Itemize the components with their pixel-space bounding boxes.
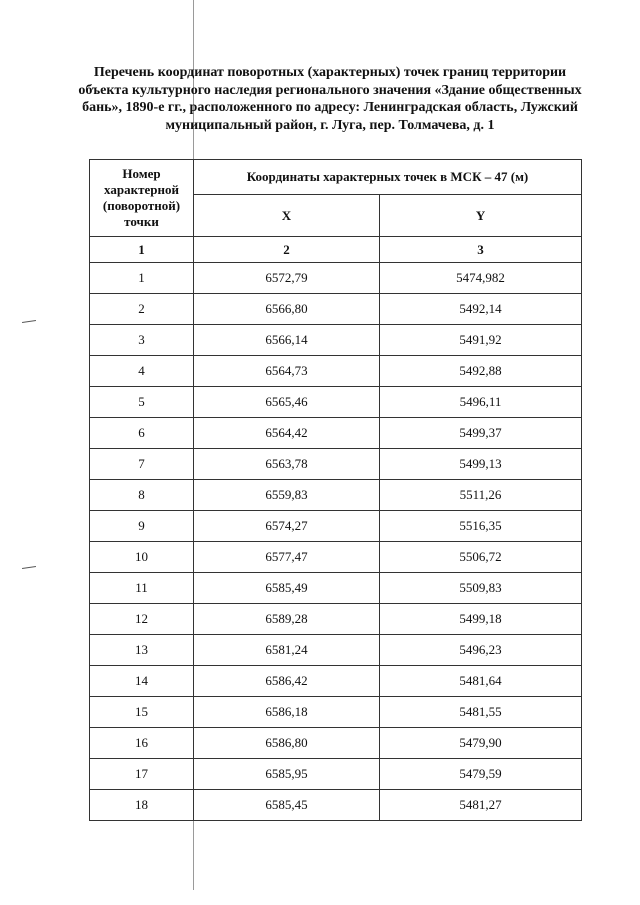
table-body [90,263,582,821]
table-row [90,728,582,759]
point-number-cell: 18 [90,790,194,821]
x-coordinate-cell: 6577,47 [194,542,380,573]
x-coordinate-cell: 6566,80 [194,294,380,325]
x-coordinate-cell: 6586,42 [194,666,380,697]
table-row [90,387,582,418]
x-coordinate-cell: 6585,95 [194,759,380,790]
y-coordinate-cell: 5496,23 [380,635,582,666]
y-coordinate-cell: 5509,83 [380,573,582,604]
table-row [90,263,582,294]
table-row [90,759,582,790]
x-coordinate-cell: 6572,79 [194,263,380,294]
point-number-cell: 8 [90,480,194,511]
table-row [90,480,582,511]
point-number-cell: 1 [90,263,194,294]
y-coordinate-cell: 5479,90 [380,728,582,759]
table-row [90,573,582,604]
point-number-cell: 13 [90,635,194,666]
margin-mark [22,566,36,569]
y-coordinate-cell: 5499,13 [380,449,582,480]
y-coordinate-cell: 5506,72 [380,542,582,573]
x-coordinate-cell: 6564,42 [194,418,380,449]
x-coordinate-cell: 6574,27 [194,511,380,542]
y-coordinate-cell: 5499,37 [380,418,582,449]
x-coordinate-cell: 6586,18 [194,697,380,728]
y-coordinate-cell: 5496,11 [380,387,582,418]
column-index-3: 3 [380,237,582,263]
x-coordinate-cell: 6565,46 [194,387,380,418]
point-number-cell: 16 [90,728,194,759]
y-header: Y [380,195,582,237]
column-index-2: 2 [194,237,380,263]
table-row [90,790,582,821]
table-row [90,325,582,356]
y-coordinate-cell: 5481,55 [380,697,582,728]
y-coordinate-cell: 5511,26 [380,480,582,511]
point-number-cell: 12 [90,604,194,635]
coordinates-table [89,159,582,821]
point-number-cell: 17 [90,759,194,790]
point-number-cell: 9 [90,511,194,542]
x-coordinate-cell: 6585,49 [194,573,380,604]
point-number-cell: 3 [90,325,194,356]
point-number-cell: 10 [90,542,194,573]
point-number-cell: 5 [90,387,194,418]
x-coordinate-cell: 6586,80 [194,728,380,759]
y-coordinate-cell: 5492,88 [380,356,582,387]
y-coordinate-cell: 5516,35 [380,511,582,542]
table-row [90,697,582,728]
table-row [90,418,582,449]
y-coordinate-cell: 5492,14 [380,294,582,325]
point-number-cell: 2 [90,294,194,325]
document-title: Перечень координат поворотных (характерных) точек границ территории объекта культурного наследия регионального значения «Здание общественных бань», 1890-е гг., расположенного по адресу: Ленинградская область, Лужский муниципальный район, г. Луга, пер. Толмачева, д. 1 [78,65,582,133]
x-coordinate-cell: 6563,78 [194,449,380,480]
point-number-cell: 4 [90,356,194,387]
x-coordinate-cell: 6559,83 [194,480,380,511]
point-number-cell: 6 [90,418,194,449]
table-row [90,542,582,573]
point-number-cell: 15 [90,697,194,728]
x-header: X [194,195,380,237]
point-number-header: Номер характерной (поворотной) точки [90,160,194,237]
coordinates-header: Координаты характерных точек в МСК – 47 (м) [194,160,582,195]
table-row [90,294,582,325]
point-number-cell: 14 [90,666,194,697]
x-coordinate-cell: 6585,45 [194,790,380,821]
table-row [90,449,582,480]
column-index-1: 1 [90,237,194,263]
y-coordinate-cell: 5499,18 [380,604,582,635]
x-coordinate-cell: 6564,73 [194,356,380,387]
y-coordinate-cell: 5481,27 [380,790,582,821]
y-coordinate-cell: 5474,982 [380,263,582,294]
x-coordinate-cell: 6589,28 [194,604,380,635]
table-row [90,511,582,542]
table-row [90,356,582,387]
margin-mark [22,320,36,323]
y-coordinate-cell: 5491,92 [380,325,582,356]
table-row [90,666,582,697]
point-number-cell: 11 [90,573,194,604]
y-coordinate-cell: 5481,64 [380,666,582,697]
y-coordinate-cell: 5479,59 [380,759,582,790]
point-number-cell: 7 [90,449,194,480]
x-coordinate-cell: 6566,14 [194,325,380,356]
table-row [90,604,582,635]
table-row [90,635,582,666]
x-coordinate-cell: 6581,24 [194,635,380,666]
